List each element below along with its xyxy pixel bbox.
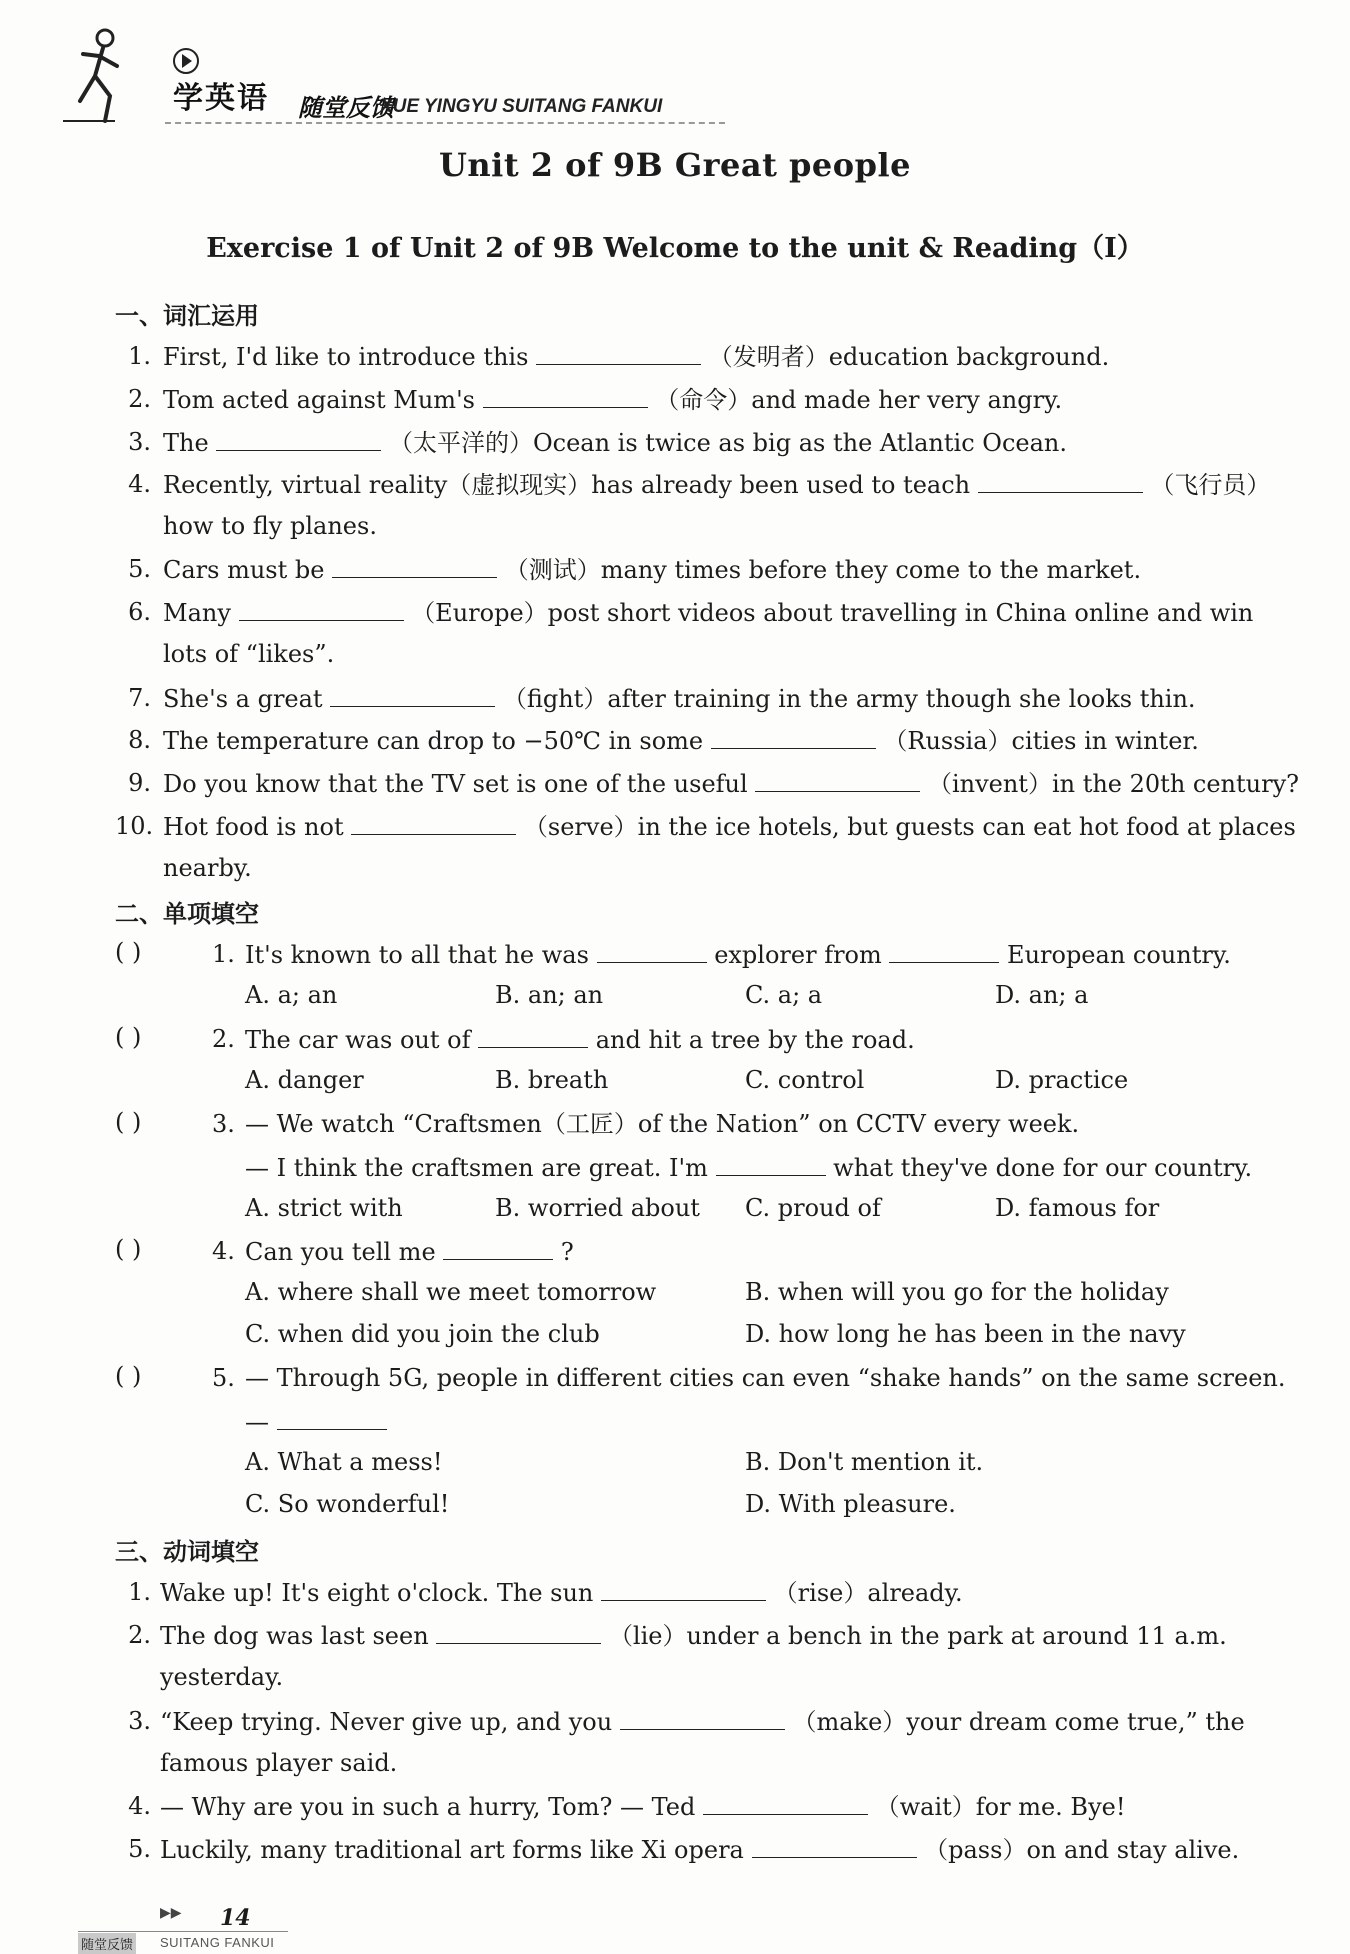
question-text	[163, 767, 1299, 800]
logo-title: 学英语	[173, 81, 269, 116]
page-footer	[78, 1905, 288, 1953]
answer-blank[interactable]	[711, 724, 876, 749]
question-text-before: The	[163, 429, 209, 457]
page-header	[55, 18, 695, 128]
logo-pinyin: XUE YINGYU SUITANG FANKUI	[380, 96, 663, 117]
answer-option[interactable]: C. control	[745, 1066, 865, 1094]
question-continuation: famous player said.	[160, 1749, 398, 1777]
answer-option[interactable]: A. where shall we meet tomorrow	[245, 1278, 657, 1306]
question-number: 4.	[212, 1237, 235, 1265]
unit-title: Unit 2 of 9B Great people	[438, 146, 912, 184]
runner-logo-icon	[55, 26, 135, 126]
question-text	[163, 724, 1199, 757]
logo-subtitle: 随堂反馈	[298, 94, 394, 122]
question-continuation: how to fly planes.	[163, 512, 377, 540]
question-text	[160, 1619, 1227, 1652]
answer-blank[interactable]	[478, 1023, 588, 1048]
question-text-after: （wait）for me. Bye!	[875, 1793, 1126, 1821]
question-text-after: （pass）on and stay alive.	[924, 1836, 1240, 1864]
answer-option[interactable]: C. So wonderful!	[245, 1490, 450, 1518]
stem-text: and hit a tree by the road.	[595, 1026, 915, 1054]
question-number: 8.	[128, 726, 151, 754]
choice-question-reply	[245, 1151, 1252, 1184]
question-text	[160, 1790, 1125, 1823]
question-number: 5.	[128, 1835, 151, 1863]
question-text	[163, 553, 1141, 586]
reply-text: — I think the craftsmen are great. I'm	[245, 1154, 708, 1182]
footer-arrows-icon: ▶▶	[160, 1905, 182, 1921]
question-number: 4.	[128, 1792, 151, 1820]
question-number: 7.	[128, 684, 151, 712]
reply-text: —	[245, 1408, 269, 1436]
answer-bracket[interactable]: ( )	[115, 1235, 142, 1263]
page-number: 14	[220, 1905, 251, 1931]
question-text-after: （make）your dream come true,” the	[792, 1708, 1245, 1736]
answer-option[interactable]: D. famous for	[995, 1194, 1160, 1222]
section-heading-verb-fill: 三、动词填空	[115, 1538, 259, 1566]
question-text-before: The dog was last seen	[160, 1622, 429, 1650]
question-text-after: （发明者）education background.	[708, 343, 1110, 371]
answer-blank[interactable]	[351, 810, 516, 835]
answer-option[interactable]: B. breath	[495, 1066, 609, 1094]
question-text-after: （测试）many times before they come to the market.	[504, 556, 1142, 584]
reply-text: what they've done for our country.	[833, 1154, 1253, 1182]
answer-blank[interactable]	[978, 468, 1143, 493]
choice-question-stem	[245, 1235, 574, 1268]
answer-bracket[interactable]: ( )	[115, 1362, 142, 1390]
answer-blank[interactable]	[716, 1151, 826, 1176]
question-text	[163, 682, 1196, 715]
answer-option[interactable]: C. proud of	[745, 1194, 881, 1222]
question-text-before: Hot food is not	[163, 813, 344, 841]
question-number: 10.	[115, 812, 154, 840]
answer-blank[interactable]	[330, 682, 495, 707]
question-continuation: lots of “likes”.	[163, 640, 335, 668]
answer-option[interactable]: D. an; a	[995, 981, 1089, 1009]
stem-text: — Through 5G, people in different cities can even “shake hands” on the same screen.	[245, 1364, 1286, 1392]
question-text-before: “Keep trying. Never give up, and you	[160, 1708, 613, 1736]
question-text-before: — Why are you in such a hurry, Tom? — Ted	[160, 1793, 696, 1821]
section-heading-vocabulary: 一、词汇运用	[115, 302, 259, 330]
answer-option[interactable]: B. an; an	[495, 981, 604, 1009]
answer-blank[interactable]	[620, 1705, 785, 1730]
question-number: 3.	[212, 1110, 235, 1138]
answer-option[interactable]: A. What a mess!	[245, 1448, 443, 1476]
answer-blank[interactable]	[216, 426, 381, 451]
answer-option[interactable]: B. when will you go for the holiday	[745, 1278, 1169, 1306]
answer-option[interactable]: B. worried about	[495, 1194, 700, 1222]
question-text	[160, 1705, 1245, 1738]
question-number: 5.	[212, 1364, 235, 1392]
stem-text: European country.	[1007, 941, 1231, 969]
question-text-after: （serve）in the ice hotels, but guests can eat hot food at places	[523, 813, 1296, 841]
footer-tag: 随堂反馈	[78, 1933, 136, 1954]
answer-blank[interactable]	[239, 596, 404, 621]
answer-blank[interactable]	[752, 1833, 917, 1858]
question-text-after: （Europe）post short videos about travelling in China online and win	[411, 599, 1254, 627]
answer-option[interactable]: C. a; a	[745, 981, 823, 1009]
question-number: 9.	[128, 769, 151, 797]
section-heading-multiple-choice: 二、单项填空	[115, 900, 259, 928]
footer-divider	[78, 1931, 288, 1932]
question-number: 2.	[128, 385, 151, 413]
question-text-before: Cars must be	[163, 556, 325, 584]
answer-blank[interactable]	[436, 1619, 601, 1644]
answer-bracket[interactable]: ( )	[115, 1023, 142, 1051]
question-text-before: Recently, virtual reality（虚拟现实）has already been used to teach	[163, 471, 971, 499]
answer-option[interactable]: D. With pleasure.	[745, 1490, 956, 1518]
answer-blank[interactable]	[443, 1235, 553, 1260]
answer-blank[interactable]	[332, 553, 497, 578]
choice-question-stem	[245, 1023, 915, 1056]
header-divider	[165, 122, 725, 124]
question-text	[163, 426, 1067, 459]
question-number: 2.	[128, 1621, 151, 1649]
question-text-before: Wake up! It's eight o'clock. The sun	[160, 1579, 594, 1607]
question-text-after: （lie）under a bench in the park at around 11 a.m.	[608, 1622, 1227, 1650]
question-text-before: Many	[163, 599, 231, 627]
answer-option[interactable]: C. when did you join the club	[245, 1320, 600, 1348]
answer-option[interactable]: A. a; an	[245, 981, 338, 1009]
answer-bracket[interactable]: ( )	[115, 938, 142, 966]
question-number: 1.	[212, 940, 235, 968]
choice-question-stem	[245, 1108, 1079, 1140]
question-text-after: （fight）after training in the army though she looks thin.	[502, 685, 1196, 713]
question-number: 6.	[128, 598, 151, 626]
answer-blank[interactable]	[755, 767, 920, 792]
question-continuation: yesterday.	[160, 1663, 284, 1691]
answer-blank[interactable]	[703, 1790, 868, 1815]
question-text-after: （invent）in the 20th century?	[927, 770, 1300, 798]
stem-text: — We watch “Craftsmen（工匠）of the Nation” on CCTV every week.	[245, 1110, 1080, 1138]
answer-blank[interactable]	[597, 938, 707, 963]
choice-question-reply	[245, 1405, 387, 1438]
answer-blank[interactable]	[483, 383, 648, 408]
question-number: 1.	[128, 342, 151, 370]
question-number: 2.	[212, 1025, 235, 1053]
question-text-before: The temperature can drop to −50℃ in some	[163, 727, 704, 755]
stem-text: explorer from	[714, 941, 882, 969]
footer-pinyin: SUITANG FANKUI	[160, 1935, 275, 1950]
answer-blank[interactable]	[536, 340, 701, 365]
question-text-after: （命令）and made her very angry.	[655, 386, 1063, 414]
question-text-before: Do you know that the TV set is one of the useful	[163, 770, 748, 798]
question-number: 3.	[128, 1707, 151, 1735]
answer-option[interactable]: D. how long he has been in the navy	[745, 1320, 1186, 1348]
question-text	[163, 383, 1062, 416]
question-number: 1.	[128, 1578, 151, 1606]
play-icon	[173, 48, 199, 74]
stem-text: Can you tell me	[245, 1238, 436, 1266]
question-text	[160, 1576, 963, 1609]
question-continuation: nearby.	[163, 854, 252, 882]
question-text-before: She's a great	[163, 685, 323, 713]
question-text	[160, 1833, 1239, 1866]
answer-bracket[interactable]: ( )	[115, 1108, 142, 1136]
question-text-before: Luckily, many traditional art forms like Xi opera	[160, 1836, 744, 1864]
stem-text: It's known to all that he was	[245, 941, 589, 969]
question-text-after: （Russia）cities in winter.	[883, 727, 1199, 755]
question-text-after: （太平洋的）Ocean is twice as big as the Atlantic Ocean.	[388, 429, 1067, 457]
question-text	[163, 596, 1253, 629]
exercise-title: Exercise 1 of Unit 2 of 9B Welcome to the unit & Reading（Ⅰ）	[206, 233, 1144, 264]
answer-blank[interactable]	[889, 938, 999, 963]
answer-option[interactable]: A. strict with	[245, 1194, 403, 1222]
question-number: 5.	[128, 555, 151, 583]
question-text	[163, 810, 1296, 843]
answer-blank[interactable]	[277, 1405, 387, 1430]
question-text-after: （rise）already.	[773, 1579, 963, 1607]
answer-option[interactable]: A. danger	[245, 1066, 364, 1094]
choice-question-stem	[245, 1362, 1286, 1394]
answer-blank[interactable]	[601, 1576, 766, 1601]
question-text-after: （飞行员）	[1150, 471, 1271, 499]
choice-question-stem	[245, 938, 1231, 971]
answer-option[interactable]: D. practice	[995, 1066, 1129, 1094]
question-number: 3.	[128, 428, 151, 456]
answer-option[interactable]: B. Don't mention it.	[745, 1448, 984, 1476]
question-text-before: First, I'd like to introduce this	[163, 343, 529, 371]
question-text	[163, 468, 1270, 501]
stem-text: The car was out of	[245, 1026, 471, 1054]
question-text-before: Tom acted against Mum's	[163, 386, 475, 414]
question-number: 4.	[128, 470, 151, 498]
stem-text: ?	[560, 1238, 574, 1266]
question-text	[163, 340, 1109, 373]
